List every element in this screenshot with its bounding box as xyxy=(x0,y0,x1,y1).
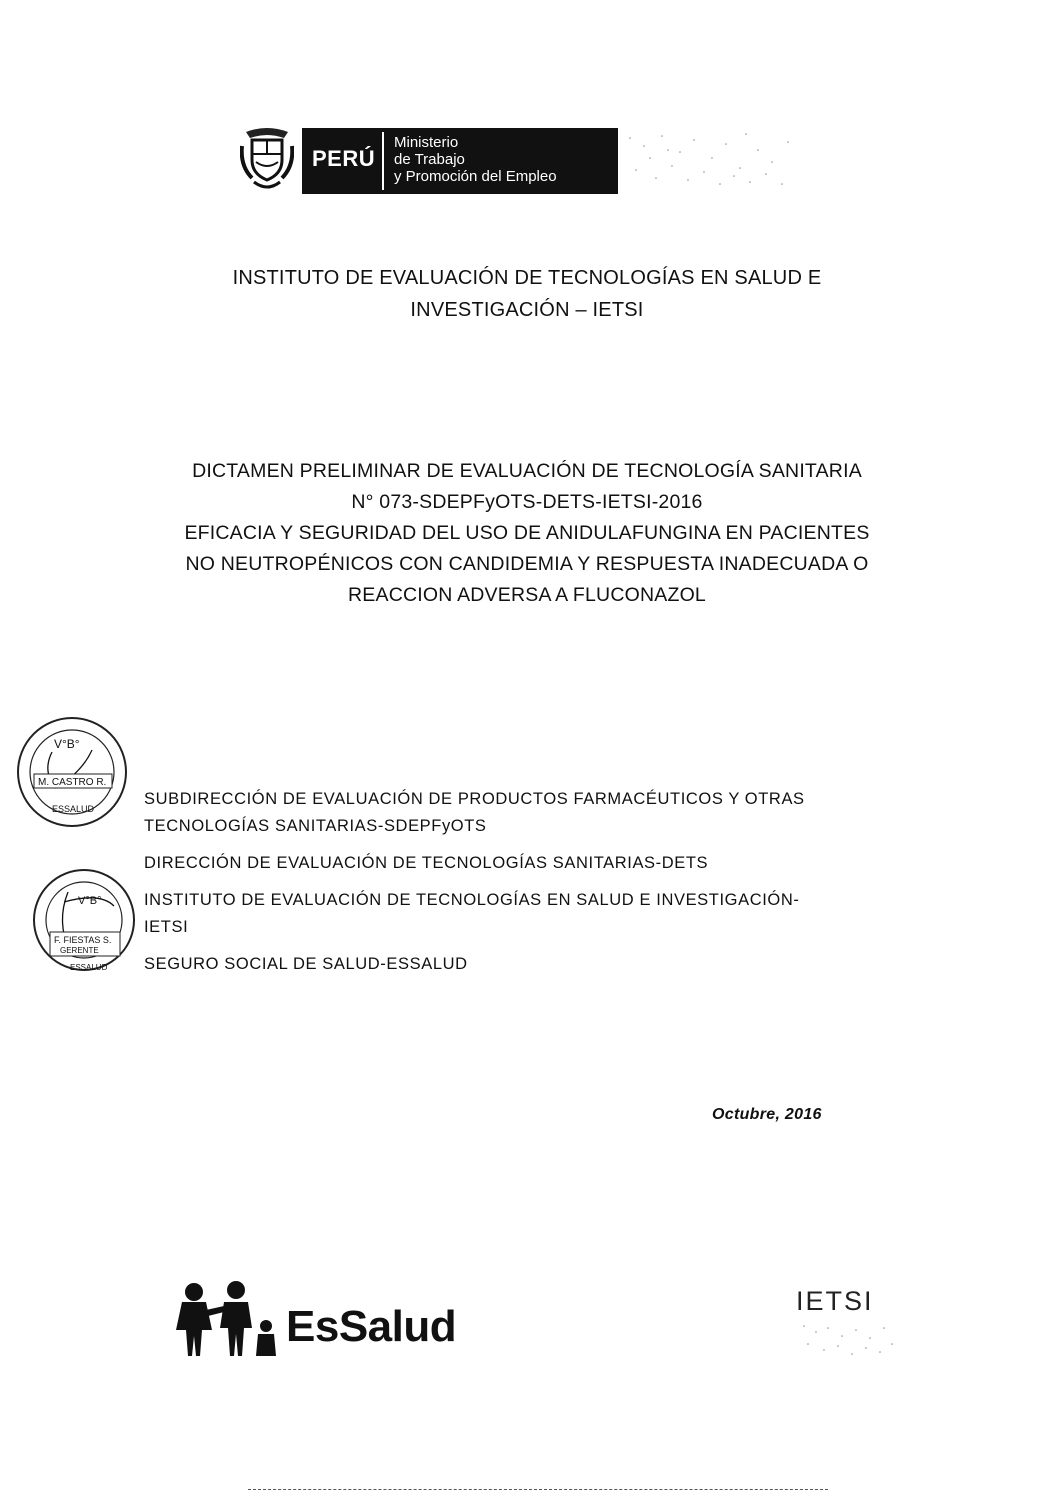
banner-divider xyxy=(382,132,384,190)
approval-stamp-castro xyxy=(12,712,132,832)
stamp-name: F. FIESTAS S. xyxy=(54,935,112,945)
authority-instituto xyxy=(144,887,805,941)
institute-title-line: INVESTIGACIÓN – IETSI xyxy=(410,299,644,321)
authority-seguro xyxy=(144,951,805,978)
dictamen-line: N° 073-SDEPFyOTS-DETS-IETSI-2016 xyxy=(351,491,703,513)
stamp-vobo: V°B° xyxy=(78,895,102,907)
authority-line: SEGURO SOCIAL DE SALUD-ESSALUD xyxy=(144,955,468,973)
stamp-name: M. CASTRO R. xyxy=(38,777,107,788)
authority-line: DIRECCIÓN DE EVALUACIÓN DE TECNOLOGÍAS SANITARIAS-DETS xyxy=(144,854,709,872)
authority-subdireccion xyxy=(144,786,805,840)
ministry-line: Ministerio xyxy=(394,134,459,151)
peru-ministry-banner xyxy=(302,128,618,194)
scan-noise-pattern xyxy=(798,1322,898,1358)
stamp-role: GERENTE xyxy=(60,946,99,955)
ministry-header-logo xyxy=(240,126,800,196)
country-label: PERÚ xyxy=(312,146,376,171)
authority-line: IETSI xyxy=(144,918,189,936)
ministry-line: y Promoción del Empleo xyxy=(394,168,557,185)
authority-line: TECNOLOGÍAS SANITARIAS-SDEPFyOTS xyxy=(144,817,487,835)
coat-of-arms-icon xyxy=(240,126,294,192)
authorities-list xyxy=(144,786,805,988)
authority-direccion xyxy=(144,850,805,877)
document-date: Octubre, 2016 xyxy=(712,1106,822,1123)
stamp-vobo: V°B° xyxy=(54,737,80,751)
dictamen-line: EFICACIA Y SEGURIDAD DEL USO DE ANIDULAFUNGINA EN PACIENTES xyxy=(184,522,870,544)
essalud-logo xyxy=(172,1280,492,1360)
essalud-family-icon xyxy=(172,1280,282,1360)
scan-bottom-edge xyxy=(248,1489,828,1490)
institute-title xyxy=(0,262,1054,326)
essalud-wordmark: EsSalud xyxy=(286,1302,457,1351)
ietsi-logo xyxy=(796,1286,906,1366)
dictamen-line: REACCION ADVERSA A FLUCONAZOL xyxy=(348,584,706,606)
institute-title-line: INSTITUTO DE EVALUACIÓN DE TECNOLOGÍAS EN SALUD E xyxy=(232,267,822,289)
stamp-org: ESSALUD xyxy=(70,963,108,972)
dictamen-line: DICTAMEN PRELIMINAR DE EVALUACIÓN DE TECNOLOGÍA SANITARIA xyxy=(192,460,862,482)
dictamen-line: NO NEUTROPÉNICOS CON CANDIDEMIA Y RESPUESTA INADECUADA O xyxy=(185,553,869,575)
approval-stamp-fiestas xyxy=(30,862,138,980)
ministry-name xyxy=(394,134,557,185)
authority-line: SUBDIRECCIÓN DE EVALUACIÓN DE PRODUCTOS FARMACÉUTICOS Y OTRAS xyxy=(144,790,805,808)
scan-noise-pattern xyxy=(622,128,798,190)
ietsi-wordmark: IETSI xyxy=(796,1286,874,1316)
ministry-line: de Trabajo xyxy=(394,151,465,168)
stamp-org: ESSALUD xyxy=(52,804,95,814)
dictamen-title-block xyxy=(0,456,1054,611)
authority-line: INSTITUTO DE EVALUACIÓN DE TECNOLOGÍAS EN SALUD E INVESTIGACIÓN- xyxy=(144,891,800,909)
